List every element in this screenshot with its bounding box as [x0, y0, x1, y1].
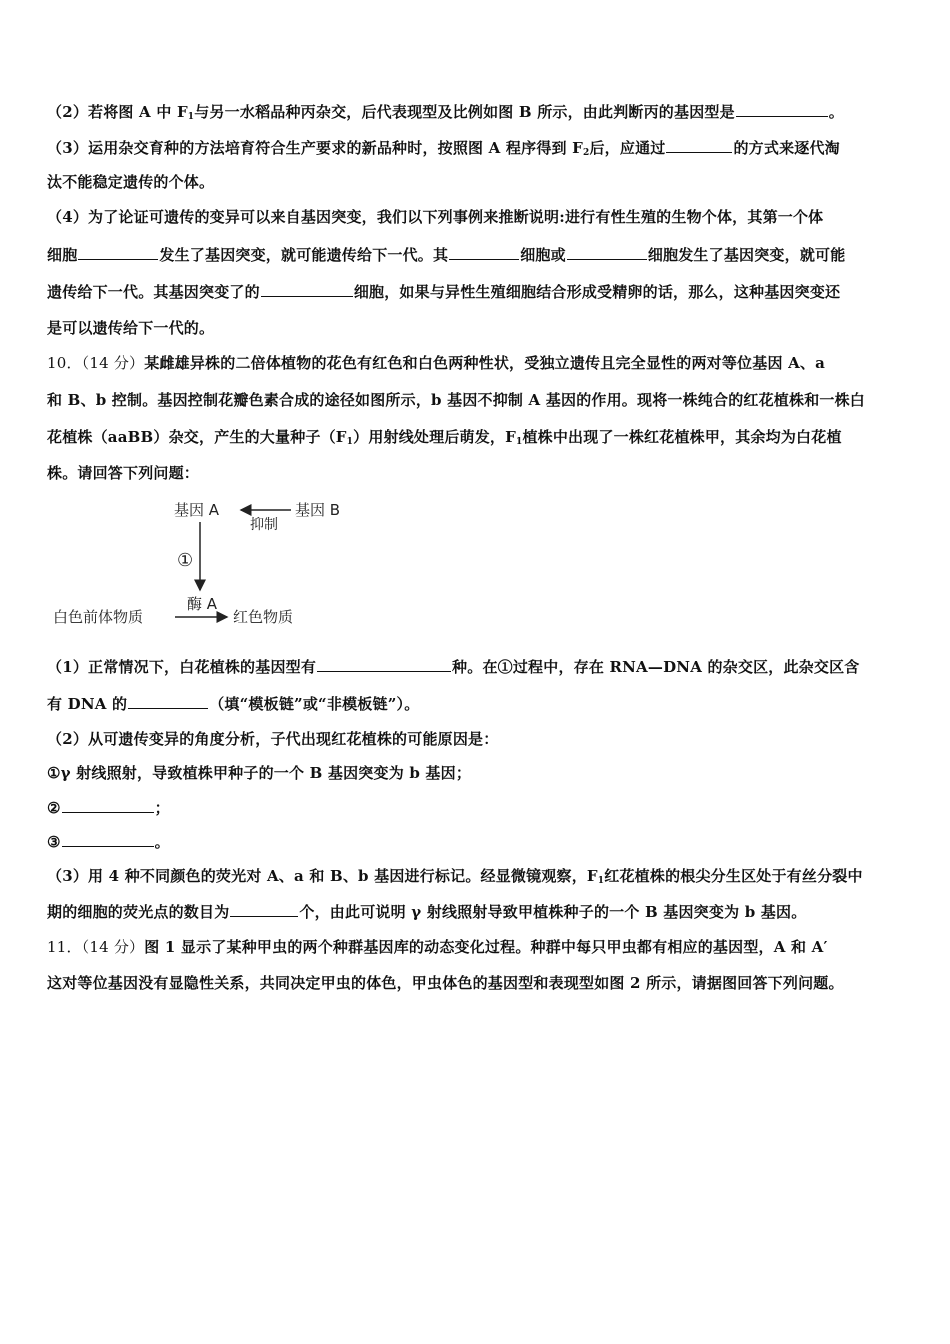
inhibit-label: 抑制	[250, 517, 278, 533]
answer-blank[interactable]	[666, 137, 732, 153]
precursor-label: 白色前体物质	[53, 608, 144, 626]
q10-part2-line3	[47, 797, 907, 818]
text: （1）正常情况下，白花植株的基因型有	[47, 658, 317, 676]
answer-blank[interactable]	[261, 281, 353, 297]
answer-blank[interactable]	[128, 693, 208, 709]
answer-blank[interactable]	[317, 656, 451, 672]
q9-part4-line2	[47, 244, 907, 265]
text: 种。在①过程中，存在 RNA—DNA 的杂交区，此杂交区含	[452, 658, 860, 676]
text: 某雌雄异株的二倍体植物的花色有红色和白色两种性状，受独立遗传且完全显性的两对等位基因 A、a	[144, 354, 826, 372]
text: ；	[154, 799, 170, 817]
answer-blank[interactable]	[62, 797, 154, 813]
text: 细胞	[47, 246, 78, 264]
q9-part3-line1	[47, 137, 907, 163]
q10-intro-line3	[47, 427, 907, 452]
q10-intro-line2: 和 B、b 控制。基因控制花瓣色素合成的途径如图所示，b 基因不抑制 A 基因的作用。现将一株纯合的红花植株和一株白	[47, 391, 866, 409]
q11-line1	[47, 937, 907, 957]
text: 期的细胞的荧光点的数目为	[47, 903, 230, 921]
pathway-diagram	[47, 492, 347, 632]
text: 。	[154, 833, 170, 851]
gene-a-label: 基因 A	[174, 501, 220, 519]
text: 植株中出现了一株红花植株甲，其余均为白花植	[522, 428, 842, 446]
text: ）用射线处理后萌发，F	[353, 428, 516, 446]
answer-blank[interactable]	[78, 244, 158, 260]
text: 细胞，如果与异性生殖细胞结合形成受精卵的话，那么，这种基因突变还	[353, 283, 841, 301]
q10-part3-line2	[47, 901, 907, 922]
q9-part3-text-2: 后，应通过	[589, 139, 666, 157]
text: （填“模板链”或“非模板链”）。	[209, 695, 420, 713]
q9-part3-text: （3）运用杂交育种的方法培育符合生产要求的新品种时，按照图 A 程序得到 F	[47, 139, 583, 157]
punctuation: 。	[828, 103, 844, 121]
q10-intro-line4: 株。请回答下列问题：	[47, 464, 200, 482]
q9-part2	[47, 101, 907, 127]
answer-blank[interactable]	[230, 901, 298, 917]
step-label: ①	[177, 550, 194, 571]
q10-part3-line1	[47, 866, 907, 891]
question-number: 10．（14 分）	[47, 354, 145, 372]
subscript: 1	[597, 876, 605, 886]
q9-part3-line2: 汰不能稳定遗传的个体。	[47, 173, 215, 191]
q10-intro-line1	[47, 353, 907, 373]
enzyme-label: 酶 A	[187, 595, 218, 613]
subscript: 1	[515, 437, 523, 447]
product-label: 红色物质	[233, 608, 294, 626]
q10-part2-line4	[47, 831, 907, 852]
q9-part4-line3	[47, 281, 907, 302]
subscript: 1	[187, 112, 195, 122]
answer-blank[interactable]	[567, 244, 647, 260]
question-number: 11．（14 分）	[47, 938, 145, 956]
q10-part2-line1: （2）从可遗传变异的角度分析，子代出现红花植株的可能原因是：	[47, 730, 499, 748]
text: 细胞发生了基因突变，就可能	[647, 246, 846, 264]
q9-part2-text: （2）若将图 A 中 F	[47, 103, 188, 121]
q10-part2-line2: ①γ 射线照射，导致植株甲种子的一个 B 基因突变为 b 基因；	[47, 764, 472, 782]
answer-blank[interactable]	[736, 101, 828, 117]
q9-part4-line1: （4）为了论证可遗传的变异可以来自基因突变，我们以下列事例来推断说明:进行有性生殖的生物个体，其第一个体	[47, 208, 824, 226]
text: （3）用 4 种不同颜色的荧光对 A、a 和 B、b 基因进行标记。经显微镜观察，F	[47, 867, 598, 885]
gene-b-label: 基因 B	[295, 501, 341, 519]
text: ②	[47, 799, 61, 817]
text: 遗传给下一代。其基因突变了的	[47, 283, 260, 301]
answer-blank[interactable]	[449, 244, 519, 260]
q10-part1-line1	[47, 656, 907, 677]
q11-line2: 这对等位基因没有显隐性关系，共同决定甲虫的体色，甲虫体色的基因型和表现型如图 2 所示，请据图回答下列问题。	[47, 974, 844, 992]
q9-part3-text-3: 的方式来逐代淘	[733, 139, 840, 157]
text: 细胞或	[520, 246, 566, 264]
q9-part4-line4: 是可以遗传给下一代的。	[47, 319, 215, 337]
q10-part1-line2	[47, 693, 907, 714]
text: 红花植株的根尖分生区处于有丝分裂中	[604, 867, 863, 885]
subscript: 2	[583, 148, 590, 158]
text: 花植株（aaBB）杂交，产生的大量种子（F	[47, 428, 347, 446]
text: 发生了基因突变，就可能遗传给下一代。其	[159, 246, 449, 264]
q9-part2-text-2: 与另一水稻品种丙杂交，后代表现型及比例如图 B 所示，由此判断丙的基因型是	[194, 103, 735, 121]
text: 个，由此可说明 γ 射线照射导致甲植株种子的一个 B 基因突变为 b 基因。	[299, 903, 807, 921]
text: 图 1 显示了某种甲虫的两个种群基因库的动态变化过程。种群中每只甲虫都有相应的基因型，A 和 A′	[144, 938, 828, 956]
text: ③	[47, 833, 61, 851]
text: 有 DNA 的	[47, 695, 128, 713]
answer-blank[interactable]	[62, 831, 154, 847]
subscript: 1	[346, 437, 354, 447]
